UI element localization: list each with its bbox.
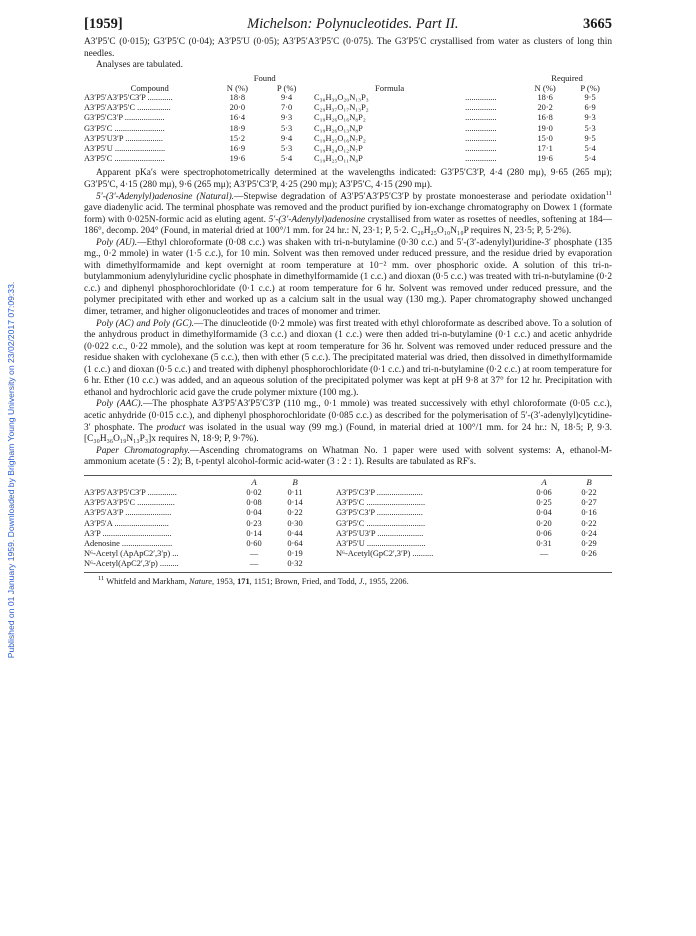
compound-name: A3′P5′C3′P [336,487,375,497]
leader-dots: ......... [159,559,179,569]
leader-dots: ............... [465,133,497,143]
formula: C₁₉H₂₆O₁₆N₈P₂ [314,113,366,123]
required-p: 5·4 [584,154,596,164]
required-p: 5·3 [584,123,596,133]
rf-compound [84,519,234,529]
section-title: Poly (AAC). [96,399,143,410]
found-n: 19·6 [229,154,246,164]
found-p-header: P (%) [276,82,297,93]
rf-a-value: 0·06 [536,528,552,538]
leader-dots: ............... [465,113,497,123]
column-gap [316,519,336,529]
leader-dots: ................................. [102,528,172,538]
poly-aac-paragraph: Poly (AAC).—The phosphate A3′P5′A3′P5′C3′P (110 mg., 0·1 mmole) was treated successively with ethyl chloroformate (0·05 c.c.), acetic anhydride (0·015 c.c.), and diphenyl phosphorochloridate (0·085 c.c.) as described for the polymerisation of 5′-(3′-adenylyl)cytidine-3′ phosphate. The product was isolated in the usual way (99 mg.) (Found, in material dried at 100°/1 mm. for 24 hr.: N, 18·5; P, 9·3. [C₃₀H₃₆O₁₉N₁₃P₃]x requires N, 18·9; P, 9·7%). [84,399,612,445]
table-row [84,113,612,123]
header-year: [1959] [84,16,123,32]
compound-name: A3′P5′A [84,518,113,528]
rf-compound [336,498,522,508]
table-row [84,93,612,103]
formula: C₁₉H₂₅O₁₆N₇P₂ [314,133,366,143]
rf-a-value: 0·04 [246,508,262,518]
rf-a-value: — [249,559,259,569]
column-gap [316,559,336,569]
leader-dots: .................. [137,498,175,508]
rf-a-value: 0·25 [536,498,552,508]
required-n: 19·0 [537,123,553,133]
compound-name: A3′P5′A3′P5′C [84,498,136,508]
table-row [84,154,612,164]
required-n-header: N (%) [534,82,556,93]
rf-b-value: 0·22 [581,518,597,528]
required-p: 5·4 [584,144,596,154]
rf-a-value: 0·04 [536,508,552,518]
compound-name: Adenosine [84,538,120,548]
section-title: Poly (AC) and Poly (GC). [96,318,195,329]
compound-name: A3′P5′C [336,498,365,508]
required-n: 19·6 [537,154,553,164]
compound-name: A3′P [84,528,101,538]
found-p: 5·4 [281,154,293,164]
compound-cell [84,124,215,134]
required-p: 9·3 [584,113,596,123]
table-row [84,134,612,144]
leader-dots: .............. [147,487,177,497]
rf-a-value: 0·06 [536,487,552,497]
rf-b-value: 0·22 [581,487,597,497]
rf-b-value: 0·64 [287,538,303,548]
poly-ac-gc-paragraph: Poly (AC) and Poly (GC).—The dinucleotide (0·2 mmole) was first treated with ethyl chloroformate as described above. To a solution of the anhydrous product in dimethylformamide (3 c.c.) and dioxan (1 c.c.) were then added tri-n-butylamine (0·1 c.c.) and acetic anhydride (0·022 c.c., 0·22 mmole), and the solution was kept at room temperature for 36 hr. Solvent was removed under reduced pressure and the residue shaken with cyclohexane (5 c.c.), then with ether (5 c.c.). The precipitated material was dried, then dissolved in dimethylformamide (1 c.c.) and dioxan (0·5 c.c.) and treated with diphenyl phosphorochloridate (0·1 c.c.) and tri-n-butylamine (0·2 c.c.) at room temperature for 6 hr. Ether (10 c.c.) was added, and an aqueous solution of the precipitated polymer was kept at pH 9·8 at 37° for 12 hr. Precipitation with ethanol and hydrochloric acid gave the crude polymer mixture (100 mg.). [84,318,613,398]
found-n: 18·9 [229,123,246,133]
required-n: 15·0 [537,133,553,143]
rf-table-block [84,475,612,573]
rf-b-value: 0·26 [581,549,597,559]
rf-a-value: — [249,549,259,559]
analysis-table [84,73,612,165]
leader-dots: ........................ [114,154,165,164]
column-gap [316,488,336,498]
found-p: 9·4 [281,93,293,103]
found-n: 15·2 [229,133,246,143]
rf-col-a: A [251,476,257,487]
table-row [84,519,612,529]
leader-dots: ............ [147,93,173,103]
rf-compound [336,539,522,549]
leader-dots: ............... [465,154,497,164]
found-p: 5·3 [281,144,293,154]
compound-cell [84,113,215,123]
table-row [84,498,612,508]
found-p: 7·0 [281,103,293,113]
header-title: Michelson: Polynucleotides. Part II. [247,16,459,32]
compound-cell [84,103,215,113]
formula: C₁₉H₂₆O₁₃N₈P [314,123,363,133]
compound-name: N⁶-Acetyl(GpC2′,3′P) [336,549,411,559]
required-n: 20·2 [537,103,553,113]
rf-b-value: 0·14 [287,498,303,508]
leader-dots: ...................... [125,508,172,518]
compound-name: G3′P5′C [84,123,113,133]
adenylyladenosine-paragraph: 5′-(3′-Adenylyl)adenosine (Natural).—Stepwise degradation of A3′P5′A3′P5′C3′P by prostate monoesterase and periodate oxidation$^{11}$ gave diadenylic acid. The terminal phosphate was removed and the product purified by ion-exchange chromatography on Dowex 1 (formate form) with 0·025N-formic acid as eluting agent. 5′-(3′-Adenylyl)adenosine crystallised from water as rosettes of needles, softening at 184—186°, decomp. 204° (Found, in material dried at 100°/1 mm. for 24 hr.: N, 23·1; P, 5·2. C₂₀H₂₅O₁₀N₁₀P requires N, 23·5; P, 5·2%). [84,189,612,237]
download-watermark [4,140,18,800]
rf-b-value: 0·27 [581,498,597,508]
rf-b-value: 0·32 [287,559,303,569]
rf-a-value: 0·23 [246,518,262,528]
required-n: 17·1 [537,144,553,154]
leader-dots: ........................ [114,144,166,154]
rf-b-value: 0·16 [581,508,597,518]
table-row [84,539,612,549]
rf-compound [84,529,234,539]
found-p: 9·3 [281,113,293,123]
rf-compound [84,549,234,559]
rf-b-value: 0·19 [287,549,303,559]
rf-compound [84,498,234,508]
compound-name: A3′P5′A3′P5′C3′P [84,93,146,103]
column-gap [316,549,336,559]
compound-name: A3′P5′A3′P [84,508,124,518]
formula: C₂₉H₃₇O₁₇N₁₃P₂ [314,103,369,113]
compound-name: A3′P5′C [84,154,113,164]
formula: C₁₉H₂₅O₁₁N₈P [314,154,363,164]
leader-dots: .......... [412,549,434,559]
compound-cell [84,93,215,103]
footnote: $^{11}$ Whitfeld and Markham, Nature, 1953, 171, 1151; Brown, Fried, and Todd, J., 1955, 2206. [98,574,409,586]
required-header: Required [551,72,583,83]
required-n: 18·6 [537,93,553,103]
table-row [84,103,612,113]
column-gap [316,508,336,518]
formula: C₁₉H₂₄O₁₂N₇P [314,144,363,154]
leader-dots: ...................... [376,487,423,497]
rf-a-value: 0·02 [246,487,262,497]
required-p-header: P (%) [580,82,600,93]
required-p: 9·5 [584,93,596,103]
table-row [84,488,612,498]
compound-name: G3′P5′C3′P [336,508,375,518]
rf-compound [84,559,234,569]
section-title: Poly (AU). [96,237,138,248]
page-header [84,16,612,33]
poly-au-paragraph: Poly (AU).—Ethyl chloroformate (0·08 c.c.) was shaken with tri-n-butylamine (0·30 c.c.) and 5′-(3′-adenylyl)uridine-3′ phosphate (135 mg., 0·2 mmole) in water (1·5 c.c.), for 10 min. Solvent was then removed under reduced pressure, and the residue dried by evaporation with dimethylformamide and kept overnight at room temperature at 10⁻² mm. over phosphoric oxide. A solution of this tri-n-butylammonium adenylyluridine cyclic phosphate in dimethylformamide (1 c.c.) and dioxan (0·5 c.c.) was treated with tri-n-butylamine (0·2 c.c.) and diphenyl phosphorochloridate (0·1 c.c.) at room temperature for 6 hr. Solvent was removed under reduced pressure, and the polymer precipitated with ether and worked up as a calcium salt in the usual way (130 mg.). Paper chromatography showed unchanged dimer, tetramer, and higher oligonucleotides and traces of monomer and trimer. [84,237,612,318]
leader-dots: ............................ [366,498,426,508]
compound-cell [84,154,215,164]
table-row [84,529,612,539]
table-row [84,508,612,518]
compound-name: G3′P5′C3′P [84,113,123,123]
leader-dots: ............................ [366,538,426,548]
rf-a-value: 0·20 [536,518,552,528]
compound-name: A3′P5′A3′P5′C [84,103,136,113]
found-n: 16·4 [229,113,246,123]
rf-b-value: 0·29 [581,538,597,548]
intro-paragraph: A3′P5′C (0·015); G3′P5′C (0·04); A3′P5′U (0·05); A3′P5′A3′P5′C (0·075). The G3′P5′C crystallised from water as clusters of long thin needles. [84,37,612,59]
leader-dots: ................ [137,103,171,113]
rf-b-value: 0·30 [287,518,303,528]
rf-a-value: 0·14 [246,528,262,538]
leader-dots: ............................ [366,518,426,528]
leader-dots: ...................... [377,528,424,538]
found-n: 16·9 [229,144,246,154]
rf-compound [336,529,522,539]
footnote-ref: 11 [605,189,612,197]
leader-dots: ................... [124,113,165,123]
column-gap [316,539,336,549]
rf-compound [84,488,234,498]
compound-name: A3′P5′U3′P [84,133,124,143]
found-p: 5·3 [281,123,293,133]
leader-dots: ........................ [114,123,165,133]
compound-name: A3′P5′A3′P5′C3′P [84,487,146,497]
formula-header: Formula [375,82,405,93]
paper-page [84,16,612,587]
leader-dots: ............... [465,103,497,113]
rf-b-value: 0·24 [581,528,597,538]
compound-name: N⁶-Acetyl(ApC2′,3′p) [84,559,158,569]
page-number: 3665 [582,16,612,32]
rf-compound [336,549,522,559]
compound-header: Compound [130,82,169,93]
rf-b-value: 0·11 [287,487,303,497]
column-gap [316,498,336,508]
rf-compound [336,519,522,529]
found-n: 18·8 [229,93,246,103]
leader-dots: ............... [465,123,497,133]
rf-a-value: — [539,549,549,559]
rf-b-value: 0·22 [287,508,303,518]
rf-a-value: 0·08 [246,498,262,508]
leader-dots: .......................... [114,518,169,528]
rf-compound [336,488,522,498]
rf-compound [84,508,234,518]
paper-chromatography-paragraph: Paper Chromatography.—Ascending chromatograms on Whatman No. 1 paper were used with solvent systems: A, ethanol-M-ammonium acetate (5 : 2); B, t-pentyl alcohol-formic acid-water (3 : 2 : 1). Results are tabulated as RF′s. [84,445,613,468]
required-p: 9·5 [584,133,596,143]
pka-paragraph: Apparent pKa′s were spectrophotometrically determined at the wavelengths indicated: G3′P5′C3′P, 4·4 (280 mμ), 9·65 (265 mμ); G3′P5′C, 4·15 (280 mμ), 9·6 (265 mμ); A3′P5′C3′P, 4·25 (290 mμ); A3′P5′C, 4·15 (290 mμ). [84,168,612,191]
table-row [84,144,612,154]
found-p: 9·4 [281,133,293,143]
section-title: 5′-(3′-Adenylyl)adenosine (Natural). [96,191,235,202]
compound-name: N⁶-Acetyl (ApApC2′,3′p) [84,549,171,559]
rf-table [84,477,612,570]
column-gap [316,529,336,539]
required-p: 6·9 [584,103,596,113]
leader-dots: .................. [125,133,163,143]
compound-name: A3′P5′U [84,144,113,154]
table-row [84,124,612,134]
rf-a-value: 0·60 [246,538,262,548]
table-row [84,549,612,559]
section-title: Paper Chromatography. [96,445,190,456]
rf-compound [84,539,234,549]
compound-cell [84,144,215,154]
download-watermark-text: Published on 01 January 1959. Downloaded by Brigham Young University on 23/02/2017 07:09:33. [6,281,17,659]
leader-dots: ...................... [376,508,423,518]
rf-a-value: 0·31 [536,538,552,548]
compound-name: A3′P5′U [336,538,365,548]
found-header: Found [253,72,276,83]
found-n: 20·0 [229,103,246,113]
required-n: 16·8 [537,113,553,123]
leader-dots: ........................ [121,538,173,548]
analyses-intro: Analyses are tabulated. [96,60,183,71]
table-row [84,559,612,569]
compound-name: A3′P5′U3′P [336,528,376,538]
leader-dots: ............... [465,93,497,103]
rf-col-b-right: B [586,476,592,487]
rf-col-b: B [292,476,298,487]
compound-name: G3′P5′C [336,518,365,528]
leader-dots: ............... [465,144,497,154]
rf-b-value: 0·44 [287,528,303,538]
rf-col-a-right: A [541,476,547,487]
found-n-header: N (%) [226,82,248,93]
formula: C₃₀H₃₉O₂₀N₁₃P₃ [314,93,369,103]
leader-dots: ... [172,549,179,559]
compound-cell [84,134,215,144]
rf-compound [336,508,522,518]
